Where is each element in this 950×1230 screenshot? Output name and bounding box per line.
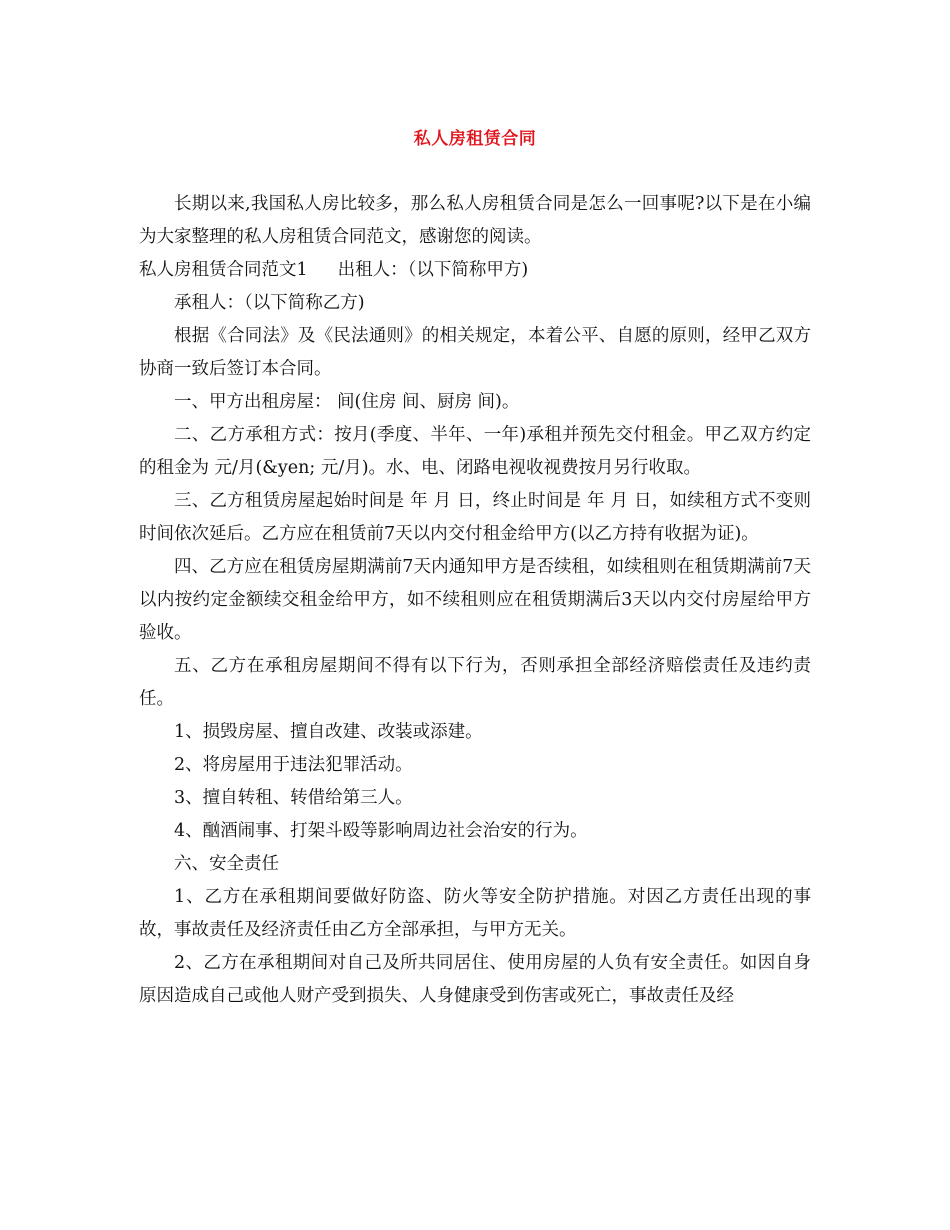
clause-5-item-4: 4、酗酒闹事、打架斗殴等影响周边社会治安的行为。 <box>174 821 588 841</box>
lessor-line: 出租人：（以下简称甲方) <box>337 260 529 280</box>
clause-6-heading: 六、安全责任 <box>174 854 279 874</box>
clause-5: 五、乙方在承租房屋期间不得有以下行为，否则承担全部经济赔偿责任及违约责任。 <box>139 656 811 709</box>
clause-3: 三、乙方租赁房屋起始时间是 年 月 日，终止时间是 年 月 日，如续租方式不变则时间依次延后。乙方应在租赁前7天以内交付租金给甲方(以乙方持有收据为证)。 <box>139 491 811 544</box>
intro-paragraph: 长期以来,我国私人房比较多，那么私人房租赁合同是怎么一回事呢?以下是在小编为大家整理的私人房租赁合同范文，感谢您的阅读。 <box>139 194 811 247</box>
clause-6-item-2: 2、乙方在承租期间对自己及所共同居住、使用房屋的人负有安全责任。如因自身原因造成自己或他人财产受到损失、人身健康受到伤害或死亡，事故责任及经 <box>139 953 811 1006</box>
sample-heading-line <box>139 254 811 287</box>
clause-2: 二、乙方承租方式：按月(季度、半年、一年)承租并预先交付租金。甲乙双方约定的租金为 元/月(&yen; 元/月)。水、电、闭路电视收视费按月另行收取。 <box>139 425 811 478</box>
basis-paragraph: 根据《合同法》及《民法通则》的相关规定，本着公平、自愿的原则，经甲乙双方协商一致后签订本合同。 <box>139 326 811 379</box>
sample-heading: 私人房租赁合同范文1 <box>139 260 308 280</box>
clause-5-item-1: 1、损毁房屋、擅自改建、改装或添建。 <box>174 722 483 742</box>
clause-1: 一、甲方出租房屋： 间(住房 间、厨房 间)。 <box>174 392 520 412</box>
document-title: 私人房租赁合同 <box>413 129 537 149</box>
clause-6-item-1: 1、乙方在承租期间要做好防盗、防火等安全防护措施。对因乙方责任出现的事故，事故责任及经济责任由乙方全部承担，与甲方无关。 <box>139 887 811 940</box>
clause-4: 四、乙方应在租赁房屋期满前7天内通知甲方是否续租，如续租则在租赁期满前7天以内按约定金额续交租金给甲方，如不续租则应在租赁期满后3天以内交付房屋给甲方验收。 <box>139 557 811 643</box>
lessee-line: 承租人：（以下简称乙方) <box>174 293 365 313</box>
clause-5-item-3: 3、擅自转租、转借给第三人。 <box>174 788 413 808</box>
document-body <box>139 188 811 1013</box>
clause-5-item-2: 2、将房屋用于违法犯罪活动。 <box>174 755 413 775</box>
